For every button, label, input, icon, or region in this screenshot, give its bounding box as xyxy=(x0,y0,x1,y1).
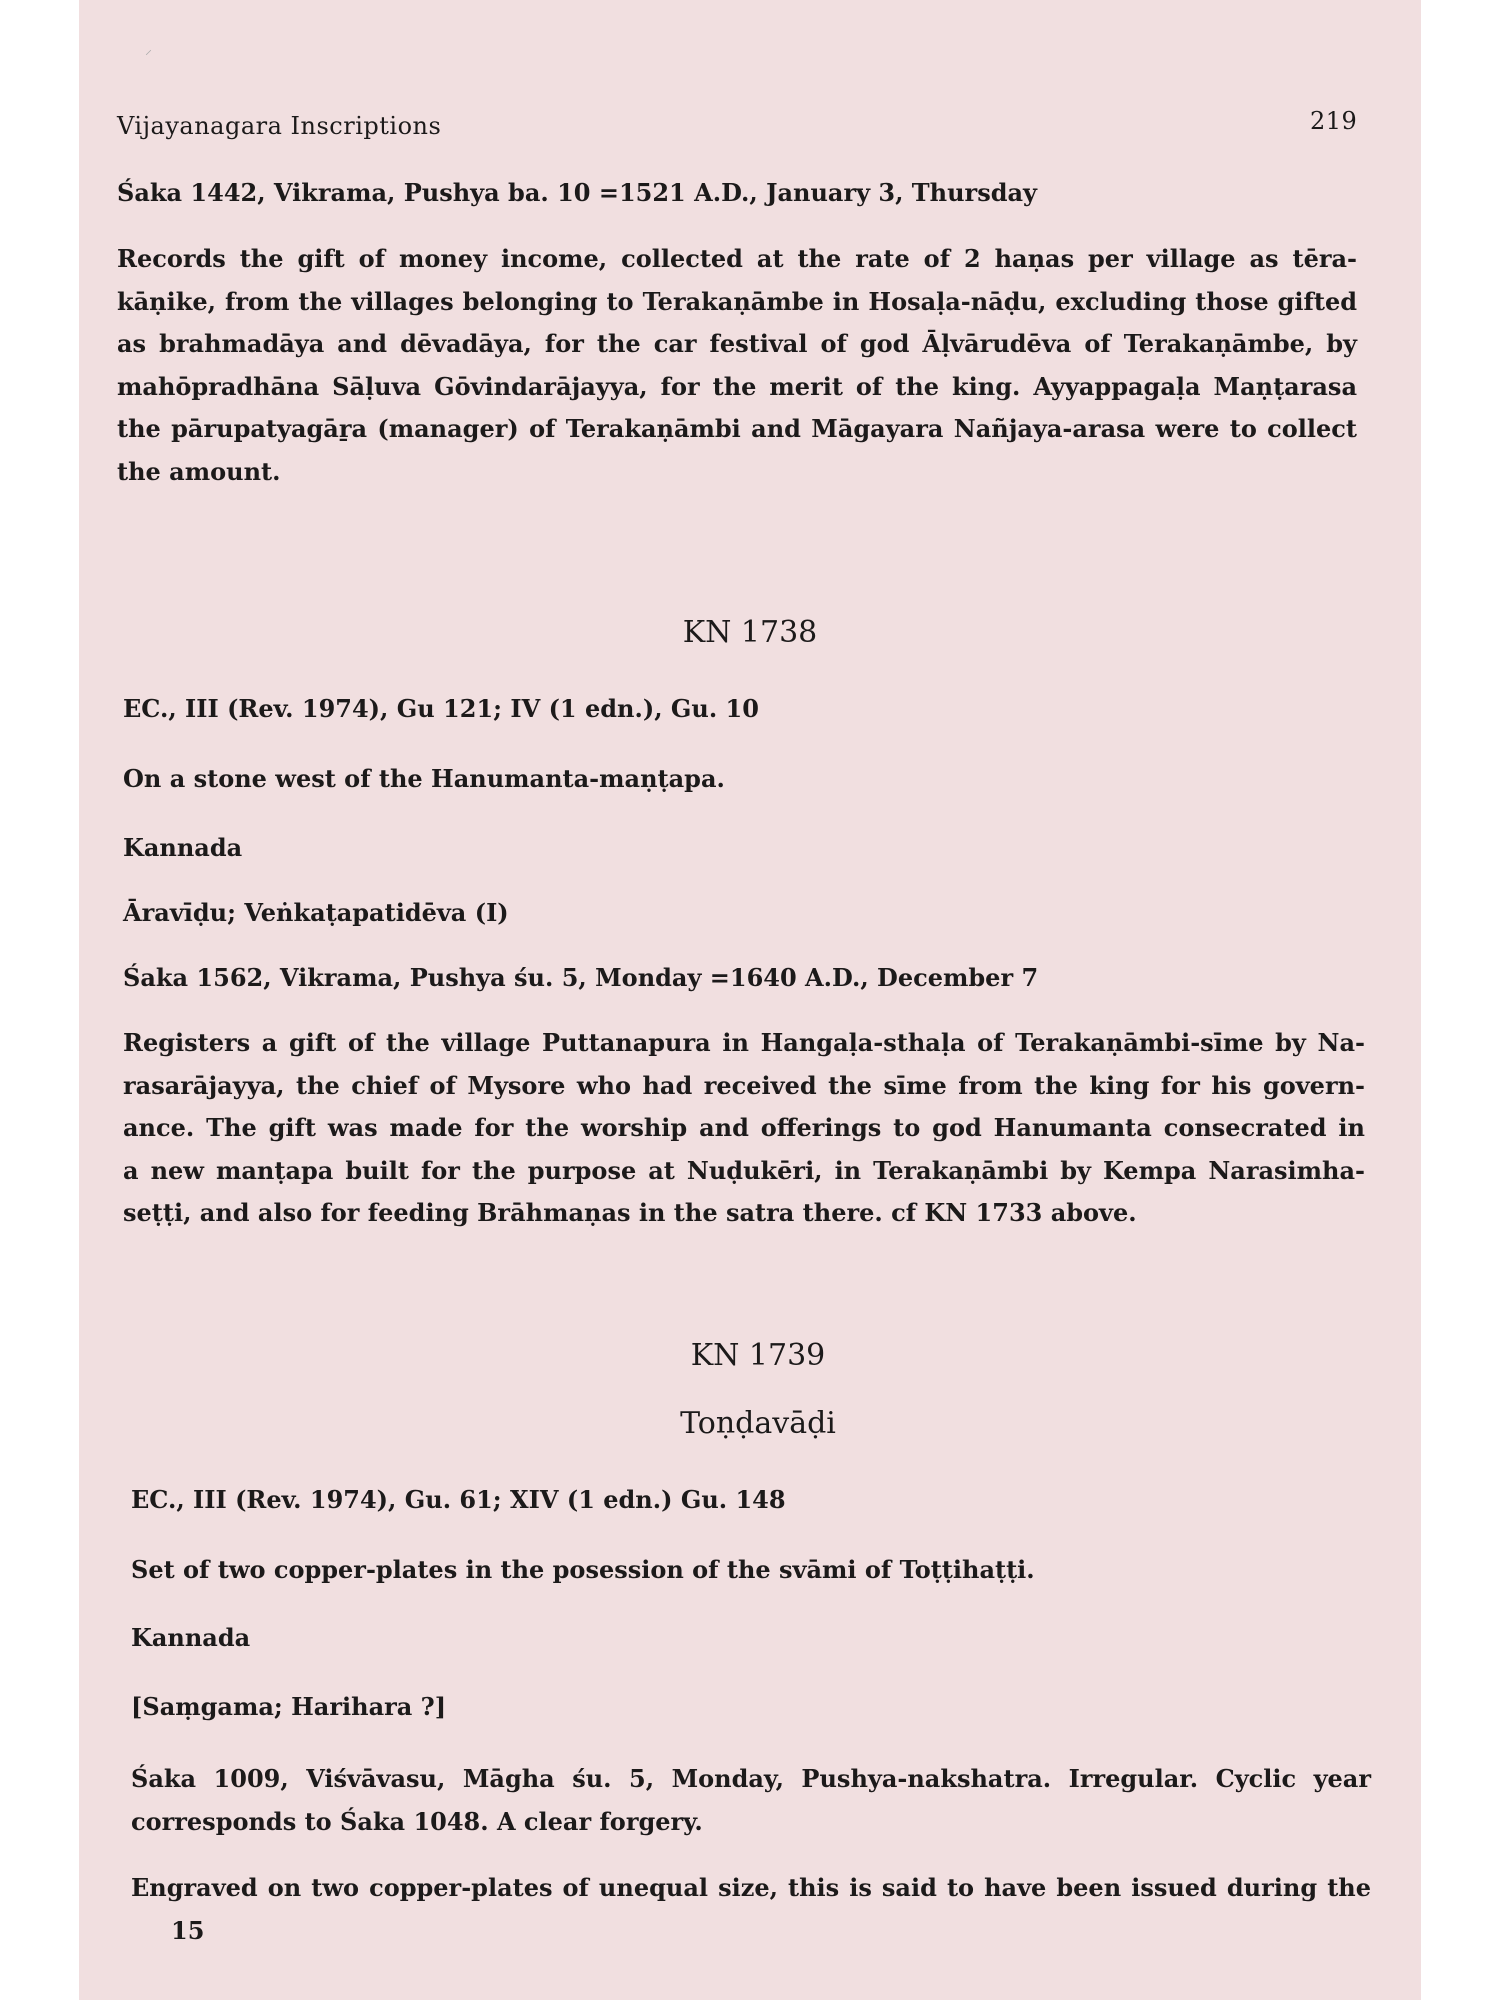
entry-1739-place: Toṇḍavāḍi xyxy=(680,1406,836,1441)
page-number: 219 xyxy=(1310,107,1358,135)
text-line: Records the gift of money income, collected at the rate of 2 haṇas per village as tēra- xyxy=(117,244,1357,273)
scan-mark: ⸝ xyxy=(145,42,152,58)
text-line: corresponds to Śaka 1048. A clear forgery. xyxy=(131,1806,703,1836)
entry-1739-text xyxy=(131,1867,1371,1910)
entry-heading-kn1738: KN 1738 xyxy=(682,615,818,650)
entry-1738-reference: EC., III (Rev. 1974), Gu 121; IV (1 edn.), Gu. 10 xyxy=(123,694,759,723)
text-line: mahōpradhāna Sāḷuva Gōvindarājayya, for the merit of the king. Ayyappagaḷa Maṇṭarasa xyxy=(117,371,1357,401)
entry-1738-text xyxy=(123,1022,1365,1235)
entry-1738-dynasty: Āravīḍu; Veṅkaṭapatidēva (I) xyxy=(123,898,509,927)
entry-1739-dynasty: [Saṃgama; Harihara ?] xyxy=(131,1692,447,1721)
prev-entry-text xyxy=(117,238,1357,493)
text-line: rasarājayya, the chief of Mysore who had received the sīme from the king for his govern- xyxy=(123,1070,1365,1100)
entry-1738-location: On a stone west of the Hanumanta-maṇṭapa. xyxy=(123,764,725,793)
entry-1739-reference: EC., III (Rev. 1974), Gu. 61; XIV (1 edn.) Gu. 148 xyxy=(131,1485,786,1514)
entry-heading-kn1739: KN 1739 xyxy=(690,1338,826,1373)
text-line: as brahmadāya and dēvadāya, for the car festival of god Āḷvārudēva of Terakaṇāmbe, by xyxy=(117,329,1357,358)
page xyxy=(79,0,1421,2000)
entry-1738-date-line: Śaka 1562, Vikrama, Pushya śu. 5, Monday =1640 A.D., December 7 xyxy=(123,963,1039,992)
text-line: kāṇike, from the villages belonging to Terakaṇāmbe in Hosaḷa-nāḍu, excluding those gifted xyxy=(117,286,1357,316)
text-line: ance. The gift was made for the worship and offerings to god Hanumanta consecrated in xyxy=(123,1113,1365,1142)
text-line: seṭṭi, and also for feeding Brāhmaṇas in the satra there. cf KN 1733 above. xyxy=(123,1198,1137,1227)
entry-1739-date-lines xyxy=(131,1758,1371,1843)
signature-mark: 15 xyxy=(171,1916,205,1945)
text-line: the pārupatyagāṟa (manager) of Terakaṇāmbi and Māgayara Nañjaya-arasa were to collect xyxy=(117,414,1357,443)
entry-1739-language: Kannada xyxy=(131,1623,251,1652)
prev-date-line: Śaka 1442, Vikrama, Pushya ba. 10 =1521 A.D., January 3, Thursday xyxy=(117,178,1037,207)
text-line: Engraved on two copper-plates of unequal size, this is said to have been issued during the xyxy=(131,1873,1371,1902)
running-title: Vijayanagara Inscriptions xyxy=(117,112,442,140)
text-line: a new manṭapa built for the purpose at Nuḍukēri, in Terakaṇāmbi by Kempa Narasimha- xyxy=(123,1155,1365,1185)
entry-1738-language: Kannada xyxy=(123,833,243,862)
text-line: Śaka 1009, Viśvāvasu, Māgha śu. 5, Monday, Pushya-nakshatra. Irregular. Cyclic year xyxy=(131,1764,1371,1793)
entry-1739-location: Set of two copper-plates in the posession of the svāmi of Toṭṭihaṭṭi. xyxy=(131,1555,1035,1584)
text-line: the amount. xyxy=(117,456,281,486)
text-line: Registers a gift of the village Puttanapura in Hangaḷa-sthaḷa of Terakaṇāmbi-sīme by Na- xyxy=(123,1028,1365,1057)
